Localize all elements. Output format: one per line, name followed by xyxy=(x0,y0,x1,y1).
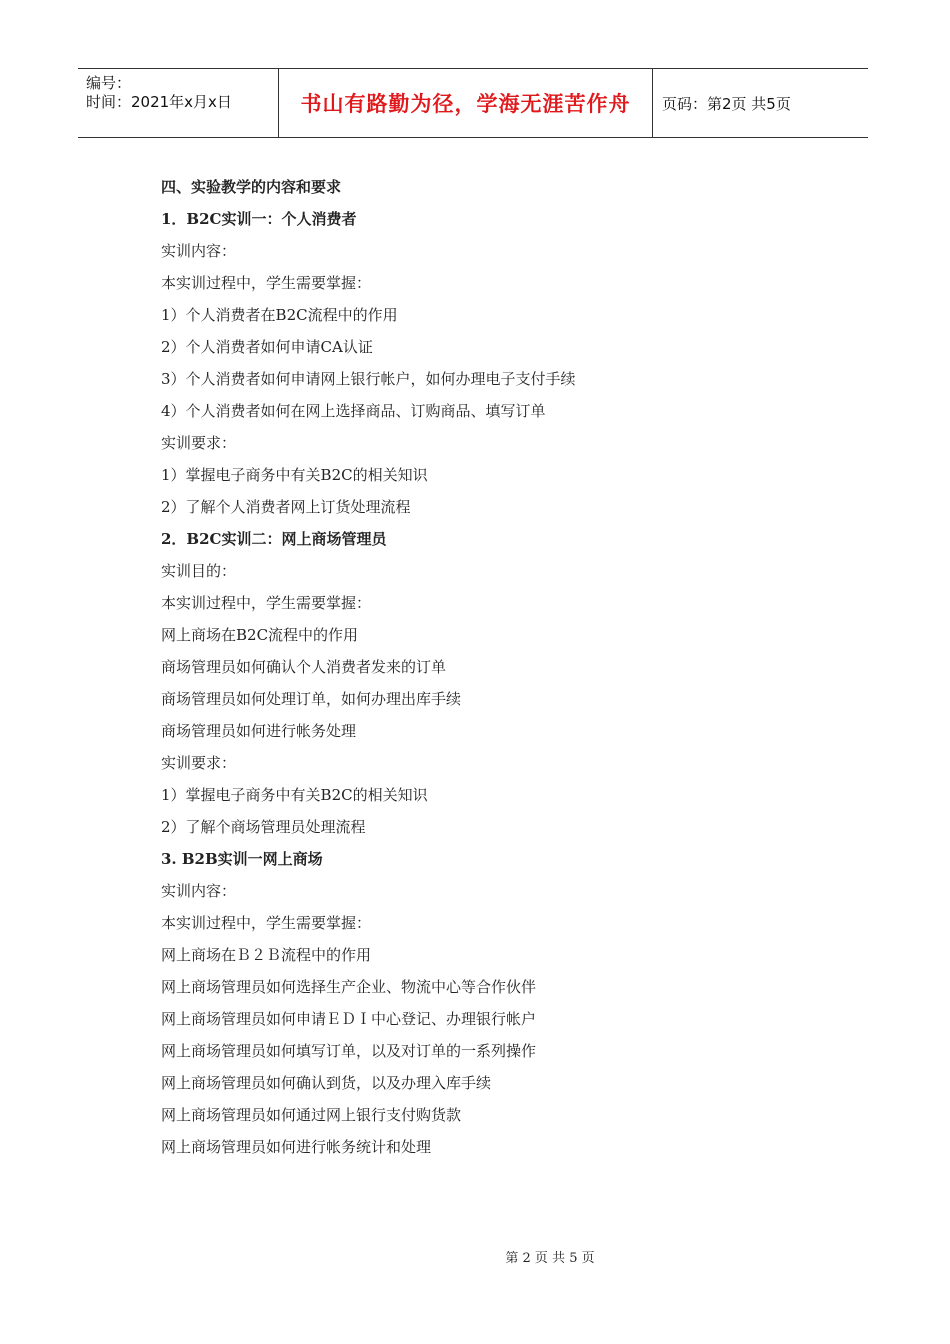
body-text-line: 网上商场管理员如何进行帐务统计和处理 xyxy=(161,1138,432,1156)
body-text-line: 网上商场管理员如何填写订单，以及对订单的一系列操作 xyxy=(161,1042,537,1060)
body-text-line: 实训内容： xyxy=(161,882,237,900)
body-text-line: 3）个人消费者如何申请网上银行帐户，如何办理电子支付手续 xyxy=(161,370,576,388)
document-time-label: 时间：2021年x月x日 xyxy=(86,93,232,111)
body-text-line: 实训内容： xyxy=(161,242,237,260)
body-text-line: 网上商场管理员如何选择生产企业、物流中心等合作伙伴 xyxy=(161,978,537,996)
header-page-info: 页码：第2页 共5页 xyxy=(662,94,791,113)
body-text-line: 网上商场在B2C流程中的作用 xyxy=(161,626,359,644)
body-text-line: 网上商场管理员如何申请ＥＤＩ中心登记、办理银行帐户 xyxy=(161,1010,537,1028)
body-text-line: 本实训过程中，学生需要掌握： xyxy=(161,914,372,932)
section-heading: 3. B2B实训一网上商场 xyxy=(161,850,323,868)
header-motto-cell xyxy=(278,69,653,137)
section-heading: 四、实验教学的内容和要求 xyxy=(161,178,342,196)
body-text-line: 实训要求： xyxy=(161,434,237,452)
body-text-line: 实训目的： xyxy=(161,562,237,580)
body-text-line: 4）个人消费者如何在网上选择商品、订购商品、填写订单 xyxy=(161,402,546,420)
header-meta xyxy=(78,69,278,137)
body-text-line: 网上商场在Ｂ２Ｂ流程中的作用 xyxy=(161,946,372,964)
page-footer: 第 2 页 共 5 页 xyxy=(505,1251,595,1266)
section-heading: 1．B2C实训一：个人消费者 xyxy=(161,210,357,228)
body-text-line: 2）个人消费者如何申请CA认证 xyxy=(161,338,373,356)
page-header xyxy=(78,68,868,138)
body-text-line: 网上商场管理员如何通过网上银行支付购货款 xyxy=(161,1106,462,1124)
body-text-line: 1）掌握电子商务中有关B2C的相关知识 xyxy=(161,786,428,804)
body-text-line: 网上商场管理员如何确认到货，以及办理入库手续 xyxy=(161,1074,492,1092)
body-text-line: 本实训过程中，学生需要掌握： xyxy=(161,274,372,292)
document-number-label: 编号： xyxy=(86,74,132,92)
body-text-line: 商场管理员如何确认个人消费者发来的订单 xyxy=(161,658,447,676)
body-text-line: 2）了解个商场管理员处理流程 xyxy=(161,818,366,836)
body-text-line: 1）个人消费者在B2C流程中的作用 xyxy=(161,306,398,324)
body-text-line: 2）了解个人消费者网上订货处理流程 xyxy=(161,498,411,516)
body-text-line: 本实训过程中，学生需要掌握： xyxy=(161,594,372,612)
document-body xyxy=(161,175,861,1167)
body-text-line: 1）掌握电子商务中有关B2C的相关知识 xyxy=(161,466,428,484)
body-text-line: 商场管理员如何处理订单，如何办理出库手续 xyxy=(161,690,462,708)
body-text-line: 商场管理员如何进行帐务处理 xyxy=(161,722,357,740)
section-heading: 2．B2C实训二：网上商场管理员 xyxy=(161,530,387,548)
header-motto: 书山有路勤为径，学海无涯苦作舟 xyxy=(300,92,631,116)
body-text-line: 实训要求： xyxy=(161,754,237,772)
